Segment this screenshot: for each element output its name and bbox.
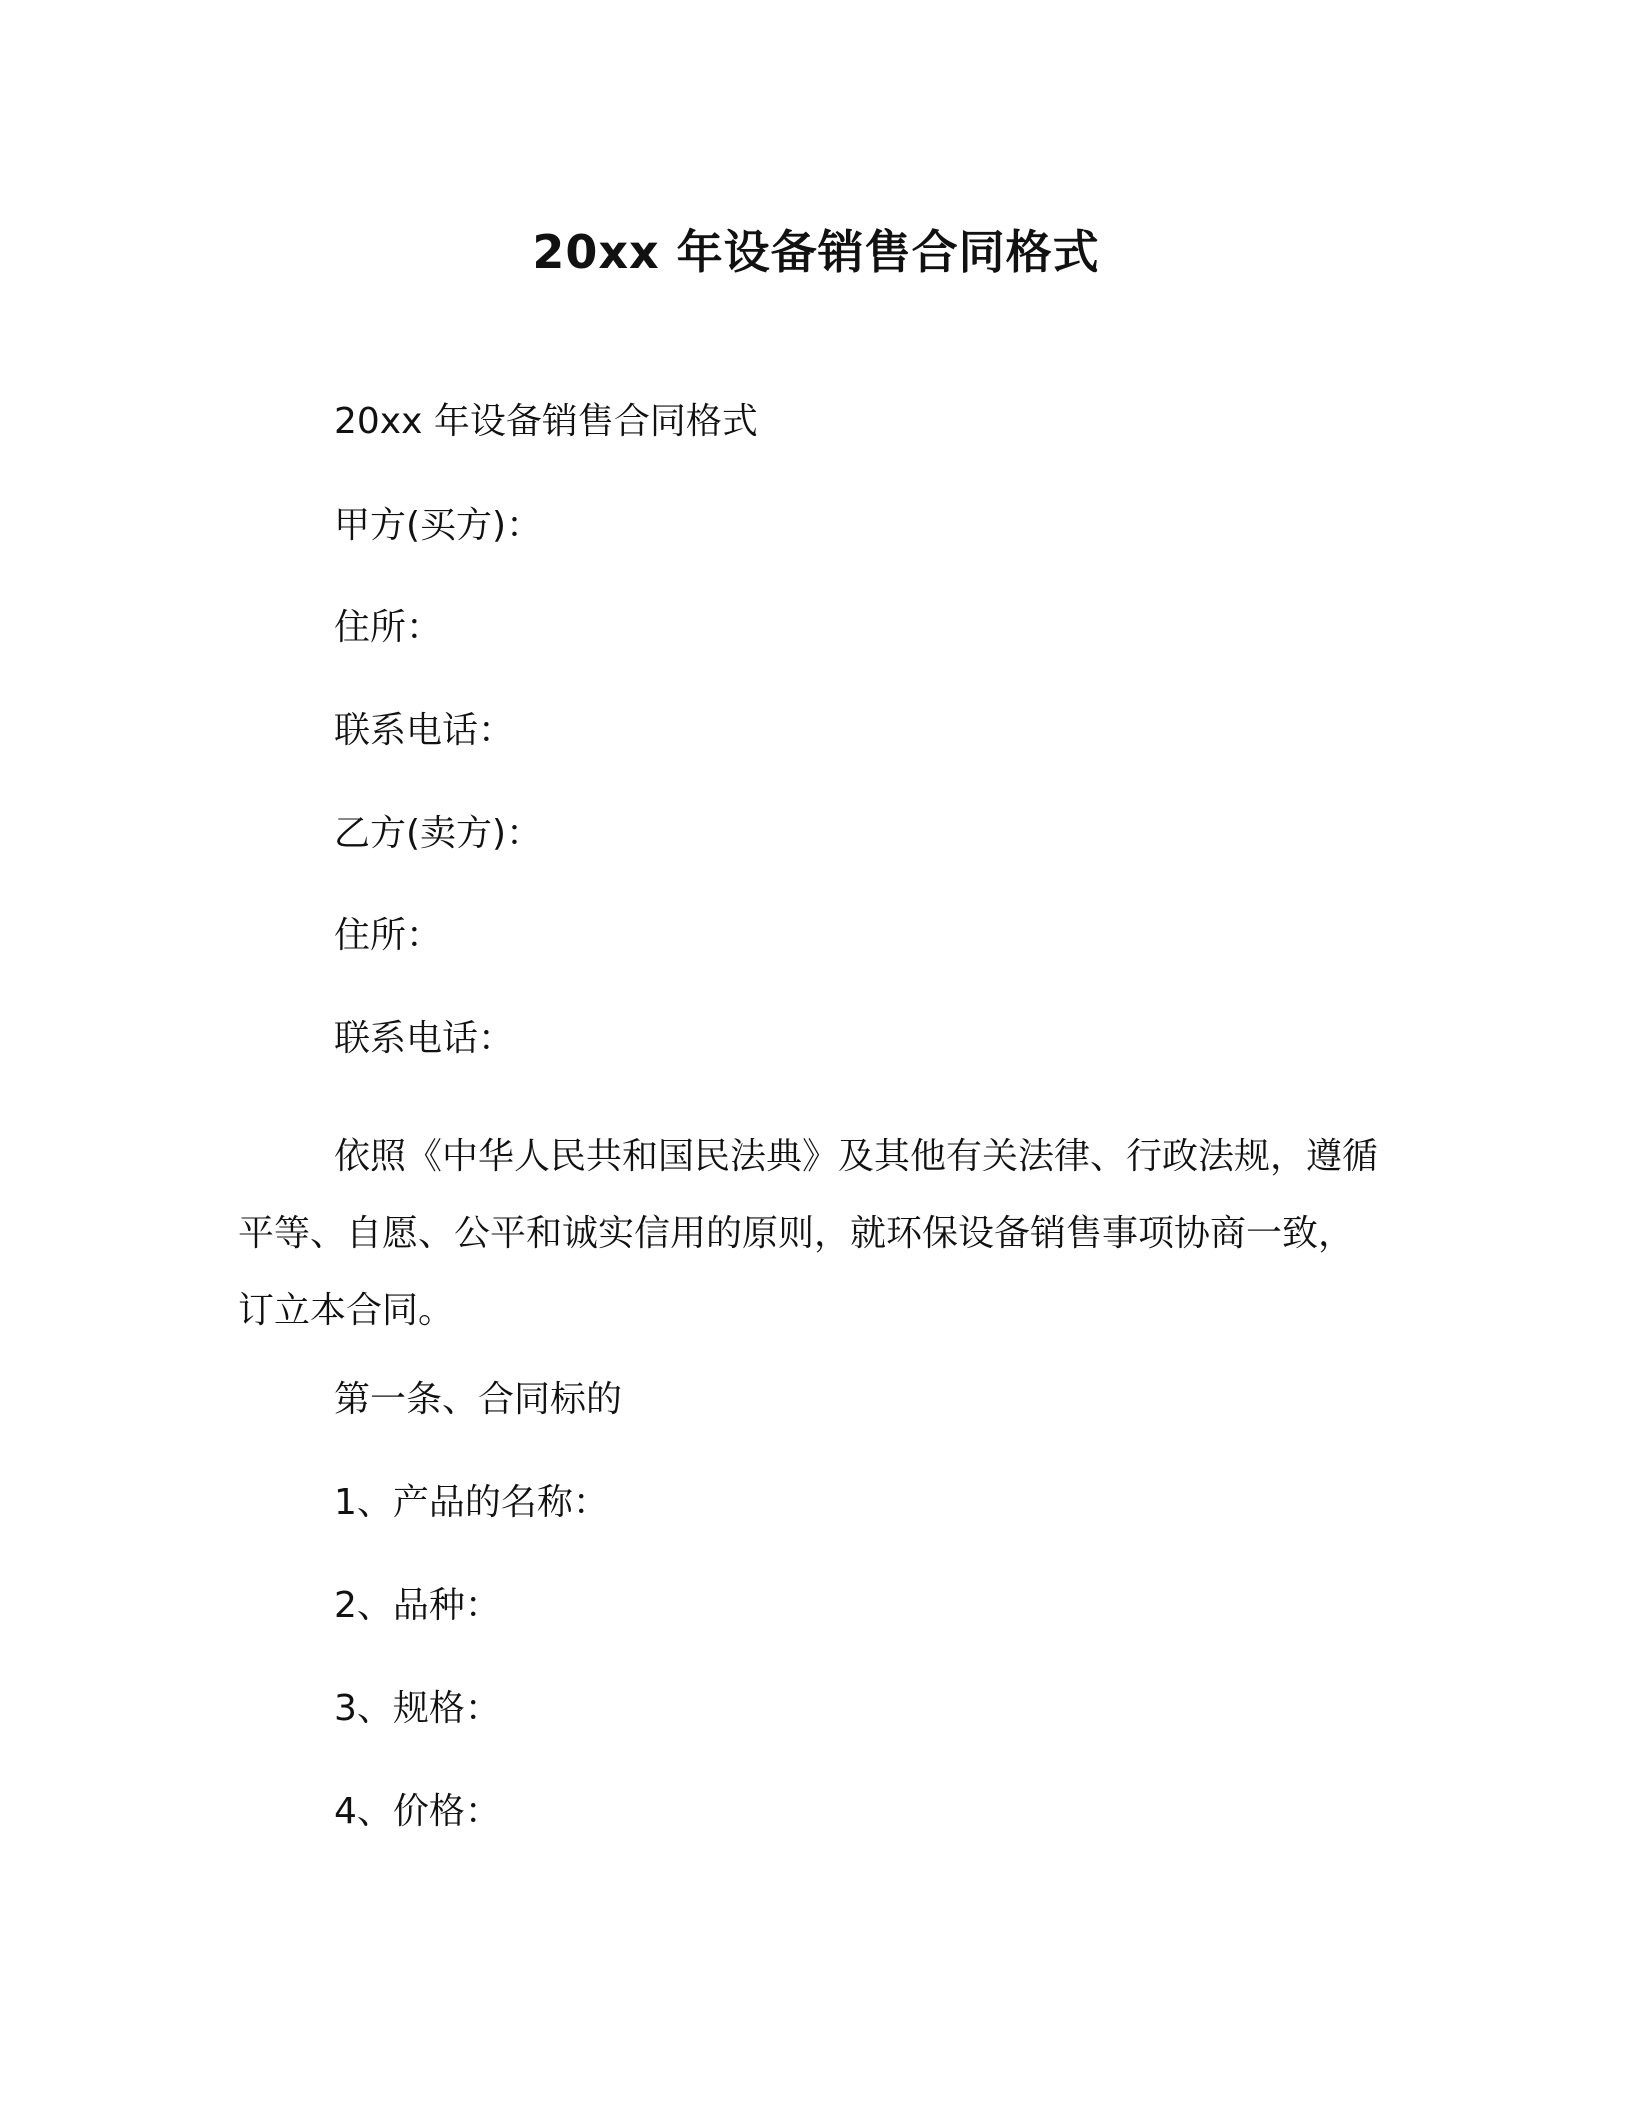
party-a-label: 甲方(买方)： — [334, 505, 543, 546]
document-subtitle: 20xx 年设备销售合同格式 — [334, 401, 758, 442]
document-title: 20xx 年设备销售合同格式 — [532, 225, 1100, 279]
item-specification: 3、规格： — [334, 1688, 501, 1729]
item-product-name: 1、产品的名称： — [334, 1482, 609, 1523]
party-b-address-label: 住所： — [334, 915, 443, 956]
party-a-phone-label: 联系电话： — [334, 710, 515, 751]
party-b-label: 乙方(卖方)： — [334, 813, 543, 854]
item-price: 4、价格： — [334, 1791, 501, 1832]
preamble-paragraph: 依照《中华人民共和国民法典》及其他有关法律、行政法规，遵循平等、自愿、公平和诚实信用的原则，就环保设备销售事项协商一致，订立本合同。 — [238, 1136, 1379, 1331]
party-b-phone-label: 联系电话： — [334, 1018, 515, 1059]
item-variety: 2、品种： — [334, 1585, 501, 1626]
party-a-address-label: 住所： — [334, 607, 443, 648]
article-1-heading: 第一条、合同标的 — [334, 1379, 623, 1420]
